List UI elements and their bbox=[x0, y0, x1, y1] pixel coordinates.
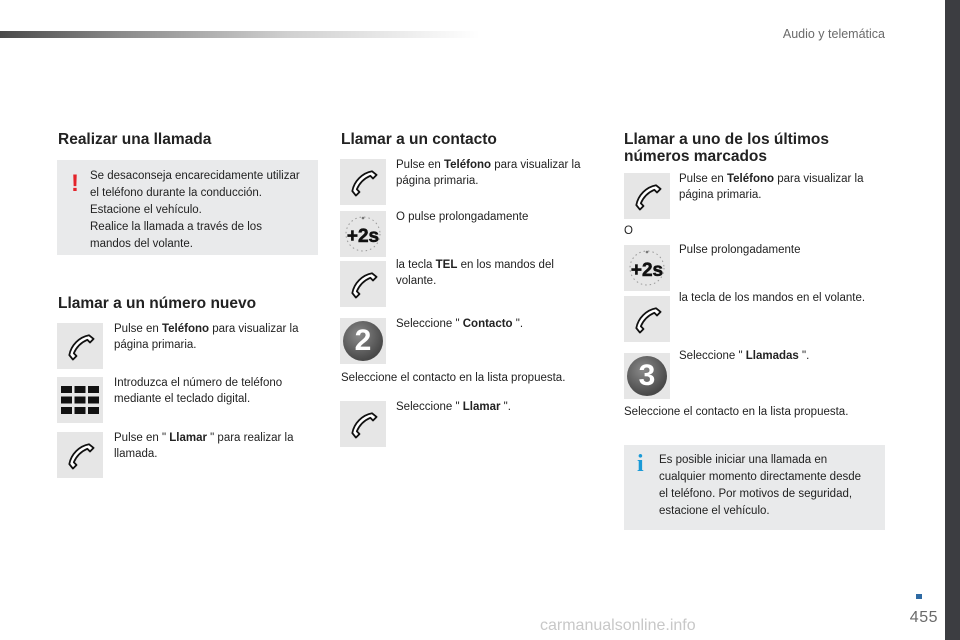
phone-icon bbox=[340, 159, 386, 205]
step-text: Pulse en " Llamar " para realizar la llamada. bbox=[114, 432, 294, 460]
info-box bbox=[624, 445, 885, 530]
step-text: la tecla de los mandos en el volante. bbox=[679, 292, 866, 304]
phone-icon bbox=[57, 323, 103, 369]
info-text: Es posible iniciar una llamada en cualquier momento directamente desde el teléfono. Por motivos de seguridad, estacione el vehículo. bbox=[659, 454, 862, 517]
info-icon: i bbox=[637, 451, 644, 477]
step-text: Pulse en Teléfono para visualizar la página primaria. bbox=[114, 323, 299, 351]
step-text: Seleccione " Llamadas ". bbox=[679, 350, 810, 362]
step-text: O pulse prolongadamente bbox=[396, 211, 529, 223]
warning-box bbox=[57, 160, 318, 255]
section-title-realizar-llamada: Realizar una llamada bbox=[58, 131, 212, 148]
step-number-2: 2 bbox=[340, 318, 386, 364]
warning-text: Se desaconseja encarecidamente utilizar el teléfono durante la conducción. Estacione el vehículo. Realice la llamada a través de los mandos del volante. bbox=[90, 170, 300, 250]
phone-icon bbox=[340, 401, 386, 447]
or-label: O bbox=[624, 225, 633, 237]
step-text: Pulse en Teléfono para visualizar la página primaria. bbox=[679, 173, 864, 201]
step-text: Seleccione el contacto en la lista propuesta. bbox=[341, 372, 566, 384]
step-text: Introduzca el número de teléfono mediante el teclado digital. bbox=[114, 377, 283, 405]
svg-text:+2s: +2s bbox=[346, 226, 380, 247]
phone-icon bbox=[624, 296, 670, 342]
section-title-numero-nuevo: Llamar a un número nuevo bbox=[58, 295, 257, 312]
section-title-ultimos-numeros: Llamar a uno de los últimos números marcados bbox=[624, 131, 829, 165]
page-edge-band bbox=[945, 0, 960, 640]
step-text: Seleccione " Contacto ". bbox=[396, 318, 524, 330]
phone-icon bbox=[57, 432, 103, 478]
page-marker bbox=[916, 594, 922, 599]
long-press-2s-icon bbox=[624, 245, 670, 291]
warning-icon: ! bbox=[71, 170, 79, 197]
watermark: carmanualsonline.info bbox=[540, 617, 696, 634]
long-press-2s-icon bbox=[340, 211, 386, 257]
step-text: la tecla TEL en los mandos del volante. bbox=[396, 259, 554, 287]
page-number: 455 bbox=[909, 609, 938, 626]
phone-icon bbox=[340, 261, 386, 307]
step-number-3: 3 bbox=[624, 353, 670, 399]
step-text: Seleccione " Llamar ". bbox=[396, 401, 511, 413]
header-title: Audio y telemática bbox=[782, 27, 885, 41]
keypad-icon bbox=[57, 377, 103, 423]
step-text: Pulse en Teléfono para visualizar la página primaria. bbox=[396, 159, 581, 187]
header-gradient-bar bbox=[0, 31, 480, 38]
step-text: Seleccione el contacto en la lista propuesta. bbox=[624, 406, 849, 418]
section-title-llamar-contacto: Llamar a un contacto bbox=[341, 131, 497, 148]
step-text: Pulse prolongadamente bbox=[679, 244, 801, 256]
phone-icon bbox=[624, 173, 670, 219]
svg-text:+2s: +2s bbox=[630, 260, 664, 281]
